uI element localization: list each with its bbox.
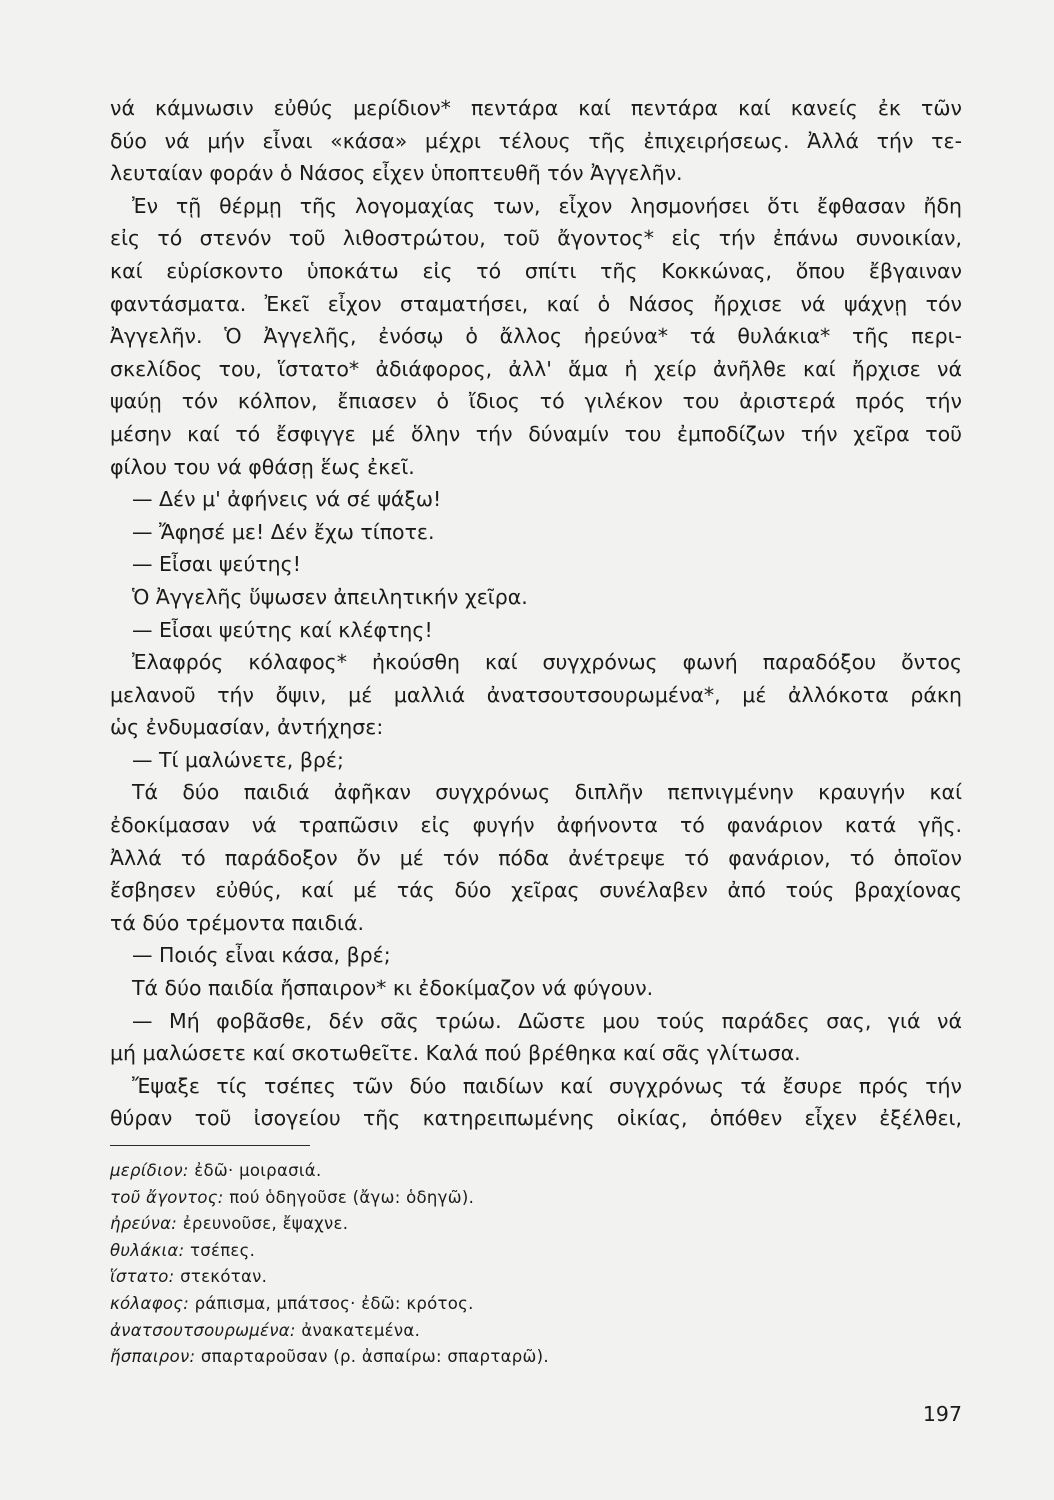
page-number: 197 [922,1402,962,1426]
footnote-term: μερίδιον: [110,1161,189,1180]
footnotes [110,1158,962,1371]
text-line: Ἐν τῇ θέρμῃ τῆς λογομαχίας των, εἶχον λησμονήσει ὅτι ἔφθασαν ἤδη [132,193,962,218]
text-line: δύο νά μήν εἶναι «κάσα» μέχρι τέλους τῆς ἐπιχειρήσεως. Ἀλλά τήν τε- [110,128,962,153]
text-line: ἐδοκίμασαν νά τραπῶσιν εἰς φυγήν ἀφήνοντα τό φανάριον κατά γῆς. [110,813,962,838]
footnote-gloss: ἐδῶ· μοιρασιά. [194,1161,322,1180]
footnote-gloss: στεκόταν. [180,1267,268,1287]
footnote-gloss: ράπισμα, μπάτσος· ἐδῶ: κρότος. [194,1293,474,1313]
text-line: νά κάμνωσιν εὐθύς μερίδιον* πεντάρα καί πεντάρα καί κανείς ἐκ τῶν [110,96,962,120]
text-line: Ἀγγελῆν. Ὁ Ἀγγελῆς, ἐνόσῳ ὁ ἄλλος ἠρεύνα* τά θυλάκια* τῆς περι- [110,324,962,349]
text-line: Ἐλαφρός κόλαφος* ἠκούσθη καί συγχρόνως φωνή παραδόξου ὄντος [132,650,962,675]
text-line: τά δύο τρέμοντα παιδιά. [110,910,364,935]
text-line: ἔσβησεν εὐθύς, καί μέ τάς δύο χεῖρας συνέλαβεν ἀπό τούς βραχίονας [110,878,962,903]
text-line: ὡς ἐνδυμασίαν, ἀντήχησε: [110,715,384,740]
footnote-term: τοῦ ἄγοντος: [110,1187,224,1207]
body-text [110,92,962,1135]
footnote-term: θυλάκια: [110,1240,185,1260]
text-line: φίλου του νά φθάσῃ ἕως ἐκεῖ. [110,454,415,479]
footnote-gloss: ἀνακατεμένα. [301,1320,421,1340]
text-line: — Εἶσαι ψεύτης καί κλέφτης! [132,617,433,642]
text-line: Ἀλλά τό παράδοξον ὄν μέ τόν πόδα ἀνέτρεψε τό φανάριον, τό ὁποῖον [110,845,962,870]
text-line: καί εὑρίσκοντο ὑποκάτω εἰς τό σπίτι τῆς Κοκκώνας, ὅπου ἔβγαιναν [110,258,962,283]
text-line: εἰς τό στενόν τοῦ λιθοστρώτου, τοῦ ἄγοντος* εἰς τήν ἐπάνω συνοικίαν, [110,226,962,251]
footnote-term: κόλαφος: [110,1293,190,1313]
text-line: Τά δύο παιδία ἤσπαιρον* κι ἐδοκίμαζον νά φύγουν. [132,976,654,1001]
text-line: ψαύῃ τόν κόλπον, ἔπιασεν ὁ ἴδιος τό γιλέκον του ἀριστερά πρός τήν [110,389,962,414]
footnote-divider [110,1145,310,1146]
footnote [110,1185,962,1212]
text-line: — Εἶσαι ψεύτης! [132,552,301,577]
text-line: Ἔψαξε τίς τσέπες τῶν δύο παιδίων καί συγχρόνως τά ἔσυρε πρός τήν [132,1073,962,1098]
footnote [110,1264,962,1291]
text-line: σκελίδος του, ἵστατο* ἀδιάφορος, ἀλλ' ἅμα ἡ χείρ ἀνῆλθε καί ἤρχισε νά [110,356,962,381]
text-line: — Ἄφησέ με! Δέν ἔχω τίποτε. [132,519,435,544]
text-line: μελανοῦ τήν ὄψιν, μέ μαλλιά ἀνατσουτσουρωμένα*, μέ ἀλλόκοτα ράκη [110,682,962,707]
footnote [110,1291,962,1318]
text-line: θύραν τοῦ ἰσογείου τῆς κατηρειπωμένης οἰκίας, ὁπόθεν εἶχεν ἐξέλθει, [110,1106,962,1131]
footnote-term: ἵστατο: [110,1267,175,1287]
text-line: Ὁ Ἀγγελῆς ὕψωσεν ἀπειλητικήν χεῖρα. [132,584,528,609]
text-line: λευταίαν φοράν ὁ Νάσος εἶχεν ὑποπτευθῆ τόν Ἀγγελῆν. [110,161,683,186]
footnote [110,1344,962,1371]
footnote [110,1238,962,1265]
footnote-term: ἠρεύνα: [110,1214,178,1234]
text-line: μέσην καί τό ἔσφιγγε μέ ὅλην τήν δύναμίν του ἐμποδίζων τήν χεῖρα τοῦ [110,421,962,446]
text-line: — Δέν μ' ἀφήνεις νά σέ ψάξω! [132,487,442,512]
footnote-gloss: πού ὁδηγοῦσε (ἄγω: ὁδηγῶ). [229,1187,475,1207]
text-line: φαντάσματα. Ἐκεῖ εἶχον σταματήσει, καί ὁ Νάσος ἤρχισε νά ψάχνῃ τόν [110,291,962,316]
footnote-term: ἀνατσουτσουρωμένα: [110,1320,296,1340]
text-line: Τά δύο παιδιά ἀφῆκαν συγχρόνως διπλῆν πεπνιγμένην κραυγήν καί [132,780,962,805]
footnote [110,1158,962,1185]
text-line: — Μή φοβᾶσθε, δέν σᾶς τρώω. Δῶστε μου τούς παράδες σας, γιά νά [132,1008,962,1033]
footnote-gloss: τσέπες. [189,1240,256,1260]
footnote-gloss: σπαρταροῦσαν (ρ. ἀσπαίρω: σπαρταρῶ). [200,1347,549,1367]
text-line: μή μαλώσετε καί σκοτωθεῖτε. Καλά πού βρέθηκα καί σᾶς γλίτωσα. [110,1041,801,1066]
footnote [110,1318,962,1345]
footnote [110,1211,962,1238]
footnote-term: ἤσπαιρον: [110,1347,196,1367]
text-line: — Τί μαλώνετε, βρέ; [132,747,344,772]
text-line: — Ποιός εἶναι κάσα, βρέ; [132,943,391,968]
footnote-gloss: ἐρευνοῦσε, ἔψαχνε. [182,1214,349,1234]
